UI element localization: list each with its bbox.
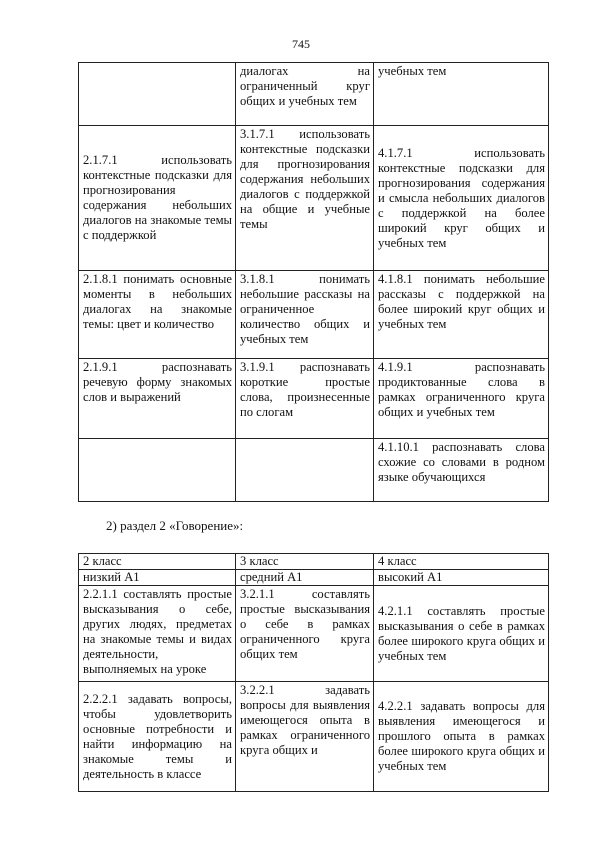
level-header: низкий А1 — [79, 570, 236, 586]
page-number: 745 — [292, 37, 310, 51]
table-cell: 2.1.9.1 распознавать речевую форму знакомых слов и выражений — [79, 359, 236, 439]
table-row — [79, 439, 549, 502]
table-cell: 2.2.1.1 составлять простые высказывания о себе, других людях, предметах на знакомые темы и видах деятельности, выполняемых на уроке — [79, 586, 236, 682]
table-cell — [79, 439, 236, 502]
table-cell: диалогах на ограниченный круг общих и учебных тем — [236, 63, 374, 126]
table-cell: 4.2.2.1 задавать вопросы для выявления имеющегося и прошлого опыта в рамках более широкого круга общих и учебных тем — [374, 682, 549, 792]
table-cell: 4.1.8.1 понимать небольшие рассказы с поддержкой на более широкий круг общих и учебных тем — [374, 271, 549, 359]
table-cell: 4.2.1.1 составлять простые высказывания о себе в рамках более широкого круга общих и учебных тем — [374, 586, 549, 682]
table-listening — [78, 62, 549, 502]
table-row — [79, 63, 549, 126]
table-cell: 2.1.7.1 использовать контекстные подсказки для прогнозирования содержания небольших диалогов на знакомые темы с поддержкой — [79, 126, 236, 271]
table-row — [79, 682, 549, 792]
table-cell: 2.1.8.1 понимать основные моменты в небольших диалогах на знакомые темы: цвет и количество — [79, 271, 236, 359]
table-cell — [236, 439, 374, 502]
level-header: высокий А1 — [374, 570, 549, 586]
table-cell: 3.2.2.1 задавать вопросы для выявления имеющегося опыта в рамках ограниченного круга общих и — [236, 682, 374, 792]
table-speaking — [78, 553, 549, 792]
grade-header: 4 класс — [374, 554, 549, 570]
table-cell: 2.2.2.1 задавать вопросы, чтобы удовлетворить основные потребности и найти информацию на знакомые темы и деятельность в классе — [79, 682, 236, 792]
grade-row — [79, 554, 549, 570]
table-cell — [79, 63, 236, 126]
table-cell: 4.1.9.1 распознавать продиктованные слова в рамках ограниченного круга общих и учебных тем — [374, 359, 549, 439]
table-cell: 4.1.10.1 распознавать слова схожие со словами в родном языке обучающихся — [374, 439, 549, 502]
table-row — [79, 359, 549, 439]
table-cell: 3.1.9.1 распознавать короткие простые слова, произнесенные по слогам — [236, 359, 374, 439]
level-row — [79, 570, 549, 586]
table-row — [79, 126, 549, 271]
table-row — [79, 271, 549, 359]
table-cell: 3.1.7.1 использовать контекстные подсказки для прогнозирования содержания небольших диалогов с поддержкой на общие и учебные темы — [236, 126, 374, 271]
section-heading: 2) раздел 2 «Говорение»: — [106, 518, 244, 533]
table-cell: 3.2.1.1 составлять простые высказывания о себе в рамках ограниченного круга общих тем — [236, 586, 374, 682]
table-cell: учебных тем — [374, 63, 549, 126]
table-cell: 3.1.8.1 понимать небольшие рассказы на ограниченное количество общих и учебных тем — [236, 271, 374, 359]
table-row — [79, 586, 549, 682]
grade-header: 2 класс — [79, 554, 236, 570]
level-header: средний А1 — [236, 570, 374, 586]
grade-header: 3 класс — [236, 554, 374, 570]
table-cell: 4.1.7.1 использовать контекстные подсказки для прогнозирования содержания и смысла небольших диалогов с поддержкой на более широкий круг общих и учебных тем — [374, 126, 549, 271]
